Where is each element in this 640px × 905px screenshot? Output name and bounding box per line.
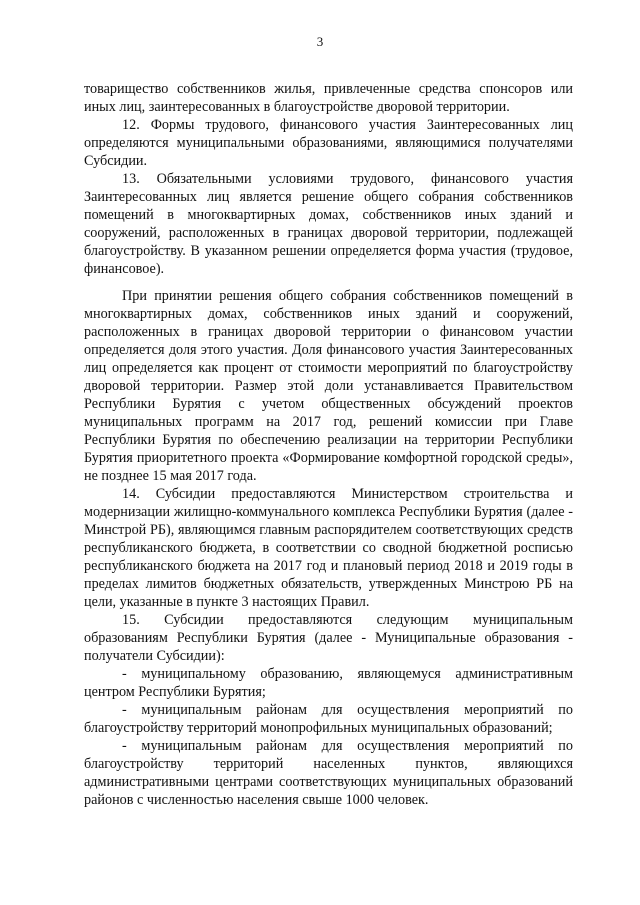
paragraph-14: 14. Субсидии предоставляются Министерством строительства и модернизации жилищно-коммунального комплекса Республики Бурятия (далее - Минстрой РБ), являющимся главным распорядителем соответствующих средств республиканского бюджета, в соответствии со сводной бюджетной росписью республиканского бюджета на 2017 год и плановый период 2018 и 2019 годы в пределах лимитов бюджетных обязательств, утвержденных Минстрою РБ на цели, указанные в пункте 3 настоящих Правил.	[84, 486, 573, 610]
list-item-settlements: - муниципальным районам для осуществления мероприятий по благоустройству территорий населенных пунктов, являющихся административными центрами соответствующих муниципальных образований районов с численностью населения свыше 1000 человек.	[84, 738, 573, 808]
paragraph-12: 12. Формы трудового, финансового участия Заинтересованных лиц определяются муниципальными образованиями, являющимися получателями Субсидии.	[84, 117, 573, 169]
paragraph-13: 13. Обязательными условиями трудового, финансового участия Заинтересованных лиц является решение общего собрания собственников помещений в многоквартирных домах, собственников иных зданий и сооружений, расположенных в границах дворовой территории, подлежащей благоустройству. В указанном решении определяется форма участия (трудовое, финансовое).	[84, 171, 573, 277]
list-item-admin-center: - муниципальному образованию, являющемуся административным центром Республики Бурятия;	[84, 666, 573, 700]
page-number: 3	[316, 34, 324, 49]
paragraph-15: 15. Субсидии предоставляются следующим муниципальным образованиям Республики Бурятия (далее - Муниципальные образования - получатели Субсидии):	[84, 612, 573, 664]
list-item-monoprofile: - муниципальным районам для осуществления мероприятий по благоустройству территорий монопрофильных муниципальных образований;	[84, 702, 573, 736]
paragraph-continuation: товарищество собственников жилья, привлеченные средства спонсоров или иных лиц, заинтересованных в благоустройстве дворовой территории.	[84, 81, 573, 115]
document-body	[84, 80, 573, 809]
paragraph-financial-share: При принятии решения общего собрания собственников помещений в многоквартирных домах, собственников иных зданий и сооружений, расположенных в границах дворовой территории о финансовом участии определяется доля этого участия. Доля финансового участия Заинтересованных лиц определяется как процент от стоимости мероприятий по благоустройству дворовой территории. Размер этой доли устанавливается Правительством Республики Бурятия с учетом общественных обсуждений проектов муниципальных программ на 2017 год, решений комиссии при Главе Республики Бурятия по обеспечению реализации на территории Республики Бурятия приоритетного проекта «Формирование комфортной городской среды», не позднее 15 мая 2017 года.	[84, 288, 573, 484]
